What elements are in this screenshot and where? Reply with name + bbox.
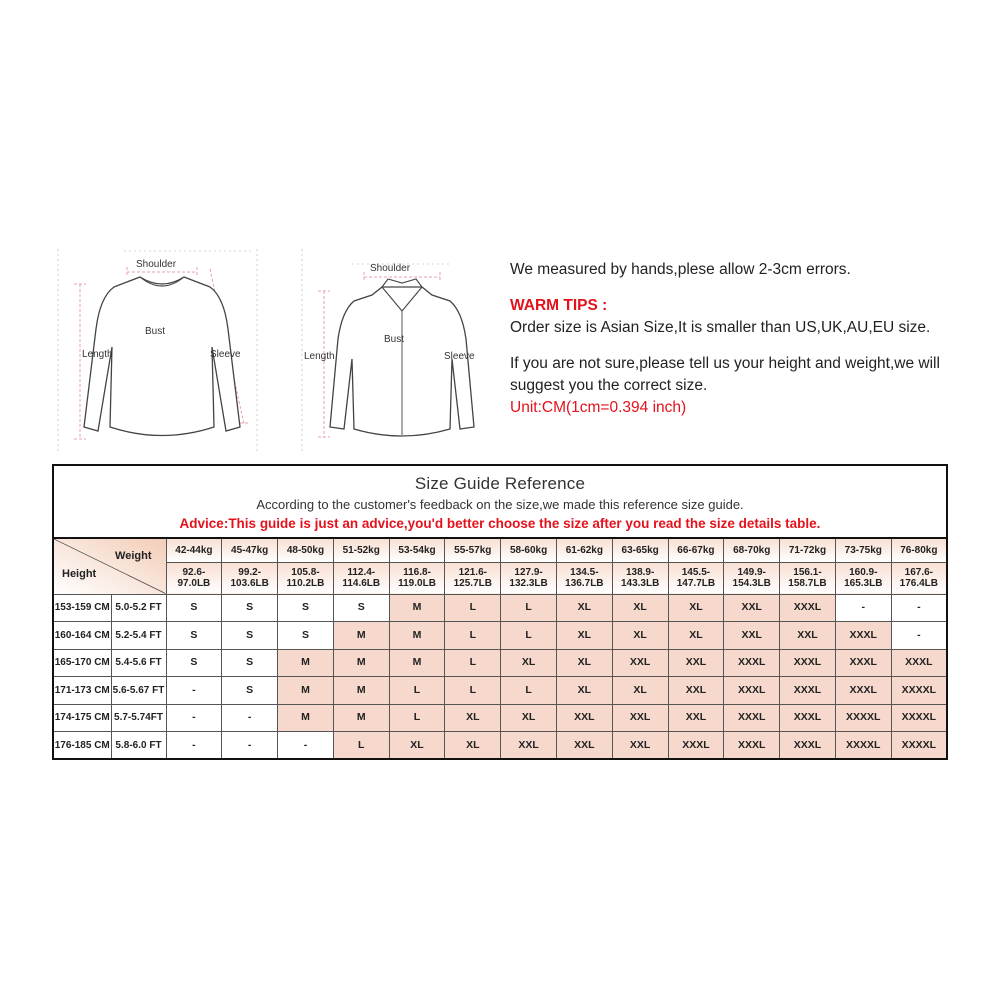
size-cell: S	[222, 622, 278, 650]
size-cell: L	[501, 594, 557, 622]
size-cell: -	[222, 732, 278, 760]
unit-note: Unit:CM(1cm=0.394 inch)	[510, 399, 687, 416]
weight-kg-header: 76-80kg	[891, 538, 947, 562]
weight-lb-header: 160.9-165.3LB	[835, 562, 891, 594]
size-cell: XXL	[501, 732, 557, 760]
size-cell: S	[278, 594, 334, 622]
size-cell: XL	[556, 649, 612, 677]
size-cell: L	[333, 732, 389, 760]
weight-kg-header: 45-47kg	[222, 538, 278, 562]
height-ft-cell: 5.7-5.74FT	[111, 704, 166, 732]
size-cell: -	[278, 732, 334, 760]
table-row	[53, 732, 947, 760]
size-cell: M	[389, 594, 445, 622]
tee-sleeve-label: Sleeve	[210, 349, 241, 360]
size-cell: M	[278, 649, 334, 677]
size-cell: L	[445, 622, 501, 650]
size-cell: L	[501, 677, 557, 705]
height-ft-cell: 5.8-6.0 FT	[111, 732, 166, 760]
size-cell: M	[333, 677, 389, 705]
height-cm-cell: 160-164 CM	[53, 622, 111, 650]
size-cell: XL	[556, 677, 612, 705]
size-cell: XL	[445, 732, 501, 760]
shirt-shoulder-label: Shoulder	[370, 263, 411, 274]
weight-lb-header: 112.4-114.6LB	[333, 562, 389, 594]
shirt-length-label: Length	[304, 351, 335, 362]
size-cell: XXXL	[891, 649, 947, 677]
size-cell: XL	[501, 649, 557, 677]
size-cell: XXXL	[780, 649, 836, 677]
size-cell: XL	[668, 622, 724, 650]
weight-lb-header: 121.6-125.7LB	[445, 562, 501, 594]
size-cell: XL	[612, 622, 668, 650]
weight-lb-header: 92.6-97.0LB	[166, 562, 222, 594]
size-cell: S	[166, 649, 222, 677]
height-cm-cell: 153-159 CM	[53, 594, 111, 622]
size-cell: XXXL	[724, 704, 780, 732]
size-cell: XXL	[556, 704, 612, 732]
size-cell: M	[278, 704, 334, 732]
size-cell: XL	[556, 622, 612, 650]
size-cell: XL	[389, 732, 445, 760]
size-cell: XXL	[668, 704, 724, 732]
weight-kg-header: 51-52kg	[333, 538, 389, 562]
measure-note: We measured by hands,plese allow 2-3cm errors.	[510, 261, 851, 278]
size-cell: -	[166, 677, 222, 705]
size-cell: XXXL	[780, 594, 836, 622]
size-cell: S	[166, 622, 222, 650]
size-cell: M	[389, 622, 445, 650]
weight-lb-header: 99.2-103.6LB	[222, 562, 278, 594]
size-cell: XXXL	[835, 649, 891, 677]
size-cell: L	[501, 622, 557, 650]
size-guide-subtitle: According to the customer's feedback on the size,we made this reference size guide.	[256, 497, 744, 512]
weight-kg-header: 53-54kg	[389, 538, 445, 562]
size-cell: XXXL	[780, 704, 836, 732]
size-cell: S	[222, 677, 278, 705]
size-cell: M	[333, 649, 389, 677]
size-cell: XXXXL	[835, 704, 891, 732]
size-cell: XXXL	[724, 732, 780, 760]
height-cm-cell: 174-175 CM	[53, 704, 111, 732]
corner-weight-label: Weight	[115, 550, 152, 562]
size-cell: XXXL	[724, 649, 780, 677]
weight-kg-header: 66-67kg	[668, 538, 724, 562]
height-ft-cell: 5.2-5.4 FT	[111, 622, 166, 650]
weight-lb-header: 127.9-132.3LB	[501, 562, 557, 594]
size-cell: L	[389, 677, 445, 705]
size-cell: XXL	[780, 622, 836, 650]
size-cell: XXXXL	[891, 732, 947, 760]
measurement-panel	[52, 239, 948, 463]
weight-kg-header: 61-62kg	[556, 538, 612, 562]
size-guide-title: Size Guide Reference	[414, 474, 586, 493]
warm-tips-title: WARM TIPS :	[510, 297, 608, 314]
size-cell: S	[278, 622, 334, 650]
size-cell: XXL	[612, 732, 668, 760]
size-cell: XXL	[724, 594, 780, 622]
weight-lb-header: 134.5-136.7LB	[556, 562, 612, 594]
tee-bust-label: Bust	[145, 326, 166, 337]
size-cell: XXL	[556, 732, 612, 760]
size-cell: XXXL	[835, 622, 891, 650]
weight-lb-header: 156.1-158.7LB	[780, 562, 836, 594]
weight-lb-header: 138.9-143.3LB	[612, 562, 668, 594]
weight-kg-row	[53, 538, 947, 562]
size-cell: L	[389, 704, 445, 732]
table-row	[53, 622, 947, 650]
suggest-note: If you are not sure,please tell us your height and weight,we will suggest you the correct size.	[510, 355, 940, 394]
size-cell: XXL	[612, 649, 668, 677]
weight-kg-header: 73-75kg	[835, 538, 891, 562]
size-cell: XL	[445, 704, 501, 732]
size-cell: S	[333, 594, 389, 622]
weight-kg-header: 63-65kg	[612, 538, 668, 562]
size-cell: XL	[501, 704, 557, 732]
weight-kg-header: 48-50kg	[278, 538, 334, 562]
table-row	[53, 677, 947, 705]
weight-lb-header: 145.5-147.7LB	[668, 562, 724, 594]
height-ft-cell: 5.4-5.6 FT	[111, 649, 166, 677]
size-cell: -	[166, 732, 222, 760]
table-row	[53, 649, 947, 677]
size-cell: XXXL	[780, 677, 836, 705]
tee-length-label: Length	[82, 349, 113, 360]
size-cell: -	[222, 704, 278, 732]
size-guide-advice: Advice:This guide is just an advice,you'd better choose the size after you read the size details table.	[179, 516, 821, 531]
size-cell: XL	[612, 677, 668, 705]
size-cell: L	[445, 649, 501, 677]
weight-lb-header: 105.8-110.2LB	[278, 562, 334, 594]
size-cell: L	[445, 594, 501, 622]
weight-kg-header: 68-70kg	[724, 538, 780, 562]
size-cell: -	[891, 594, 947, 622]
weight-kg-header: 42-44kg	[166, 538, 222, 562]
size-cell: XL	[612, 594, 668, 622]
table-row	[53, 704, 947, 732]
weight-lb-row	[53, 562, 947, 594]
size-cell: XL	[668, 594, 724, 622]
height-ft-cell: 5.6-5.67 FT	[111, 677, 166, 705]
height-ft-cell: 5.0-5.2 FT	[111, 594, 166, 622]
size-cell: XXXL	[835, 677, 891, 705]
shirt-measure-illustration	[292, 239, 504, 463]
size-cell: -	[835, 594, 891, 622]
size-cell: L	[445, 677, 501, 705]
size-cell: XXXXL	[835, 732, 891, 760]
size-cell: M	[389, 649, 445, 677]
weight-lb-header: 167.6-176.4LB	[891, 562, 947, 594]
size-cell: S	[222, 594, 278, 622]
table-row	[53, 594, 947, 622]
size-cell: XXXL	[780, 732, 836, 760]
size-cell: -	[166, 704, 222, 732]
size-cell: XXXL	[668, 732, 724, 760]
tee-shoulder-label: Shoulder	[136, 259, 177, 270]
weight-lb-header: 149.9-154.3LB	[724, 562, 780, 594]
size-cell: XL	[556, 594, 612, 622]
size-cell: S	[222, 649, 278, 677]
size-cell: XXXXL	[891, 704, 947, 732]
size-cell: M	[278, 677, 334, 705]
size-table	[52, 537, 948, 760]
tshirt-measure-illustration	[52, 239, 292, 463]
size-cell: XXL	[724, 622, 780, 650]
shirt-sleeve-label: Sleeve	[444, 351, 475, 362]
size-guide-header	[52, 464, 948, 537]
size-cell: XXXXL	[891, 677, 947, 705]
weight-lb-header: 116.8-119.0LB	[389, 562, 445, 594]
size-cell: XXL	[612, 704, 668, 732]
height-cm-cell: 176-185 CM	[53, 732, 111, 760]
shirt-bust-label: Bust	[384, 334, 405, 345]
measurement-info	[510, 259, 950, 419]
size-cell: XXL	[668, 677, 724, 705]
size-cell: M	[333, 704, 389, 732]
weight-kg-header: 71-72kg	[780, 538, 836, 562]
size-cell: M	[333, 622, 389, 650]
weight-kg-header: 58-60kg	[501, 538, 557, 562]
size-cell: XXL	[668, 649, 724, 677]
asian-size-note: Order size is Asian Size,It is smaller than US,UK,AU,EU size.	[510, 319, 931, 336]
weight-kg-header: 55-57kg	[445, 538, 501, 562]
size-cell: XXXL	[724, 677, 780, 705]
table-corner-header	[53, 538, 166, 594]
size-cell: S	[166, 594, 222, 622]
size-cell: -	[891, 622, 947, 650]
corner-height-label: Height	[62, 567, 97, 580]
height-cm-cell: 165-170 CM	[53, 649, 111, 677]
height-cm-cell: 171-173 CM	[53, 677, 111, 705]
